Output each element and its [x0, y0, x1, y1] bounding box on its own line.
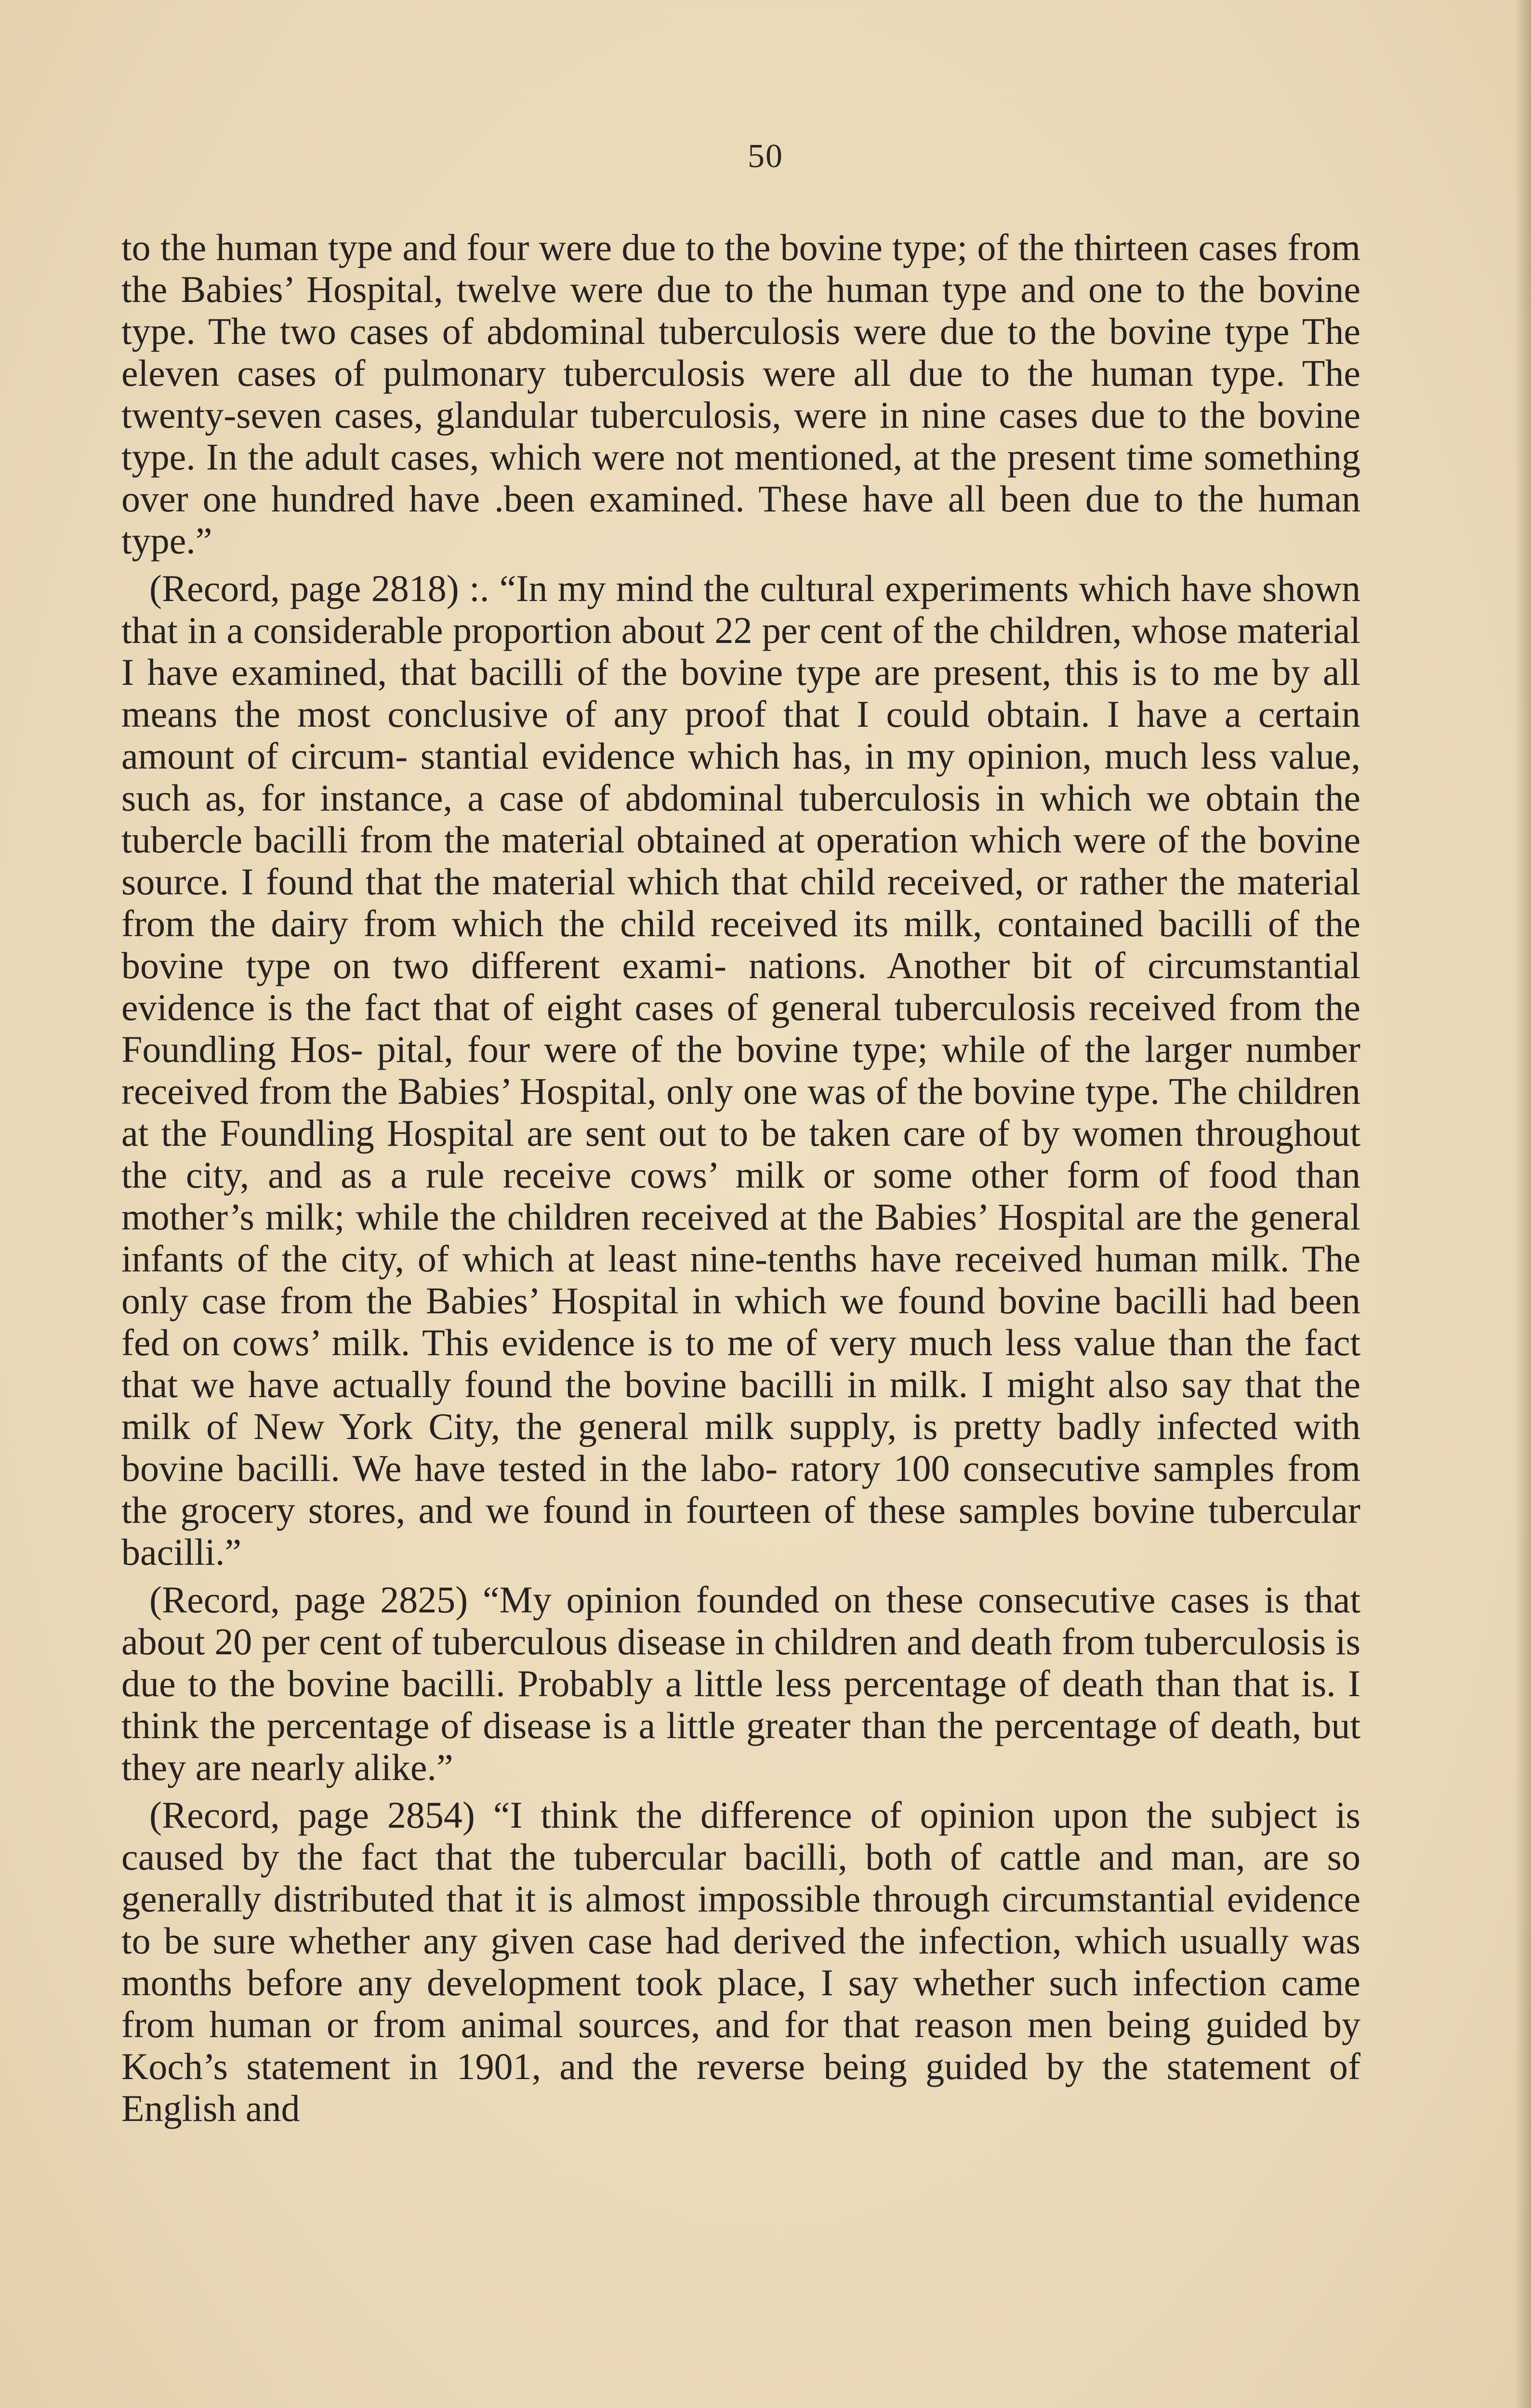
- paragraph-record-2818: (Record, page 2818) :. “In my mind the cultural experiments which have shown that in a considerable proportion about 22 per cent of the children, whose material I have examined, that bacilli of the bovine type are present, this is to me by all means the most conclusive of any proof that I could obtain. I have a certain amount of circum- stantial evidence which has, in my opinion, much less value, such as, for instance, a case of abdominal tuberculosis in which we obtain the tubercle bacilli from the material obtained at operation which were of the bovine source. I found that the material which that child received, or rather the material from the dairy from which the child received its milk, contained bacilli of the bovine type on two different exami- nations. Another bit of circumstantial evidence is the fact that of eight cases of general tuberculosis received from the Foundling Hos- pital, four were of the bovine type; while of the larger number received from the Babies’ Hospital, only one was of the bovine type. The children at the Foundling Hospital are sent out to be taken care of by women throughout the city, and as a rule receive cows’ milk or some other form of food than mother’s milk; while the children received at the Babies’ Hospital are the general infants of the city, of which at least nine-tenths have received human milk. The only case from the Babies’ Hospital in which we found bovine bacilli had been fed on cows’ milk. This evidence is to me of very much less value than the fact that we have actually found the bovine bacilli in milk. I might also say that the milk of New York City, the general milk supply, is pretty badly infected with bovine bacilli. We have tested in the labo- ratory 100 consecutive samples from the grocery stores, and we found in fourteen of these samples bovine tubercular bacilli.”: [121, 567, 1360, 1573]
- page-edge-shadow: [1515, 0, 1531, 2408]
- paragraph-record-2854: (Record, page 2854) “I think the difference of opinion upon the subject is caused by the fact that the tubercular bacilli, both of cattle and man, are so generally distributed that it is almost impossible through circumstantial evidence to be sure whether any given case had derived the infection, which usually was months before any development took place, I say whether such infection came from human or from animal sources, and for that reason men being guided by Koch’s statement in 1901, and the reverse being guided by the statement of English and: [121, 1794, 1360, 2129]
- paragraph-record-2825: (Record, page 2825) “My opinion founded on these consecutive cases is that about 20 per cent of tuberculous disease in children and death from tuberculosis is due to the bovine bacilli. Probably a little less percentage of death than that is. I think the percentage of disease is a little greater than the percentage of death, but they are nearly alike.”: [121, 1579, 1360, 1788]
- page-number: 50: [748, 138, 783, 175]
- paragraph-continuation: to the human type and four were due to the bovine type; of the thirteen cases from the Babies’ Hospital, twelve were due to the human type and one to the bovine type. The two cases of abdominal tuberculosis were due to the bovine type The eleven cases of pulmonary tuberculosis were all due to the human type. The twenty-seven cases, glandular tuberculosis, were in nine cases due to the bovine type. In the adult cases, which were not mentioned, at the present time something over one hundred have .been examined. These have all been due to the human type.”: [121, 226, 1360, 562]
- body-text: [121, 226, 1360, 2129]
